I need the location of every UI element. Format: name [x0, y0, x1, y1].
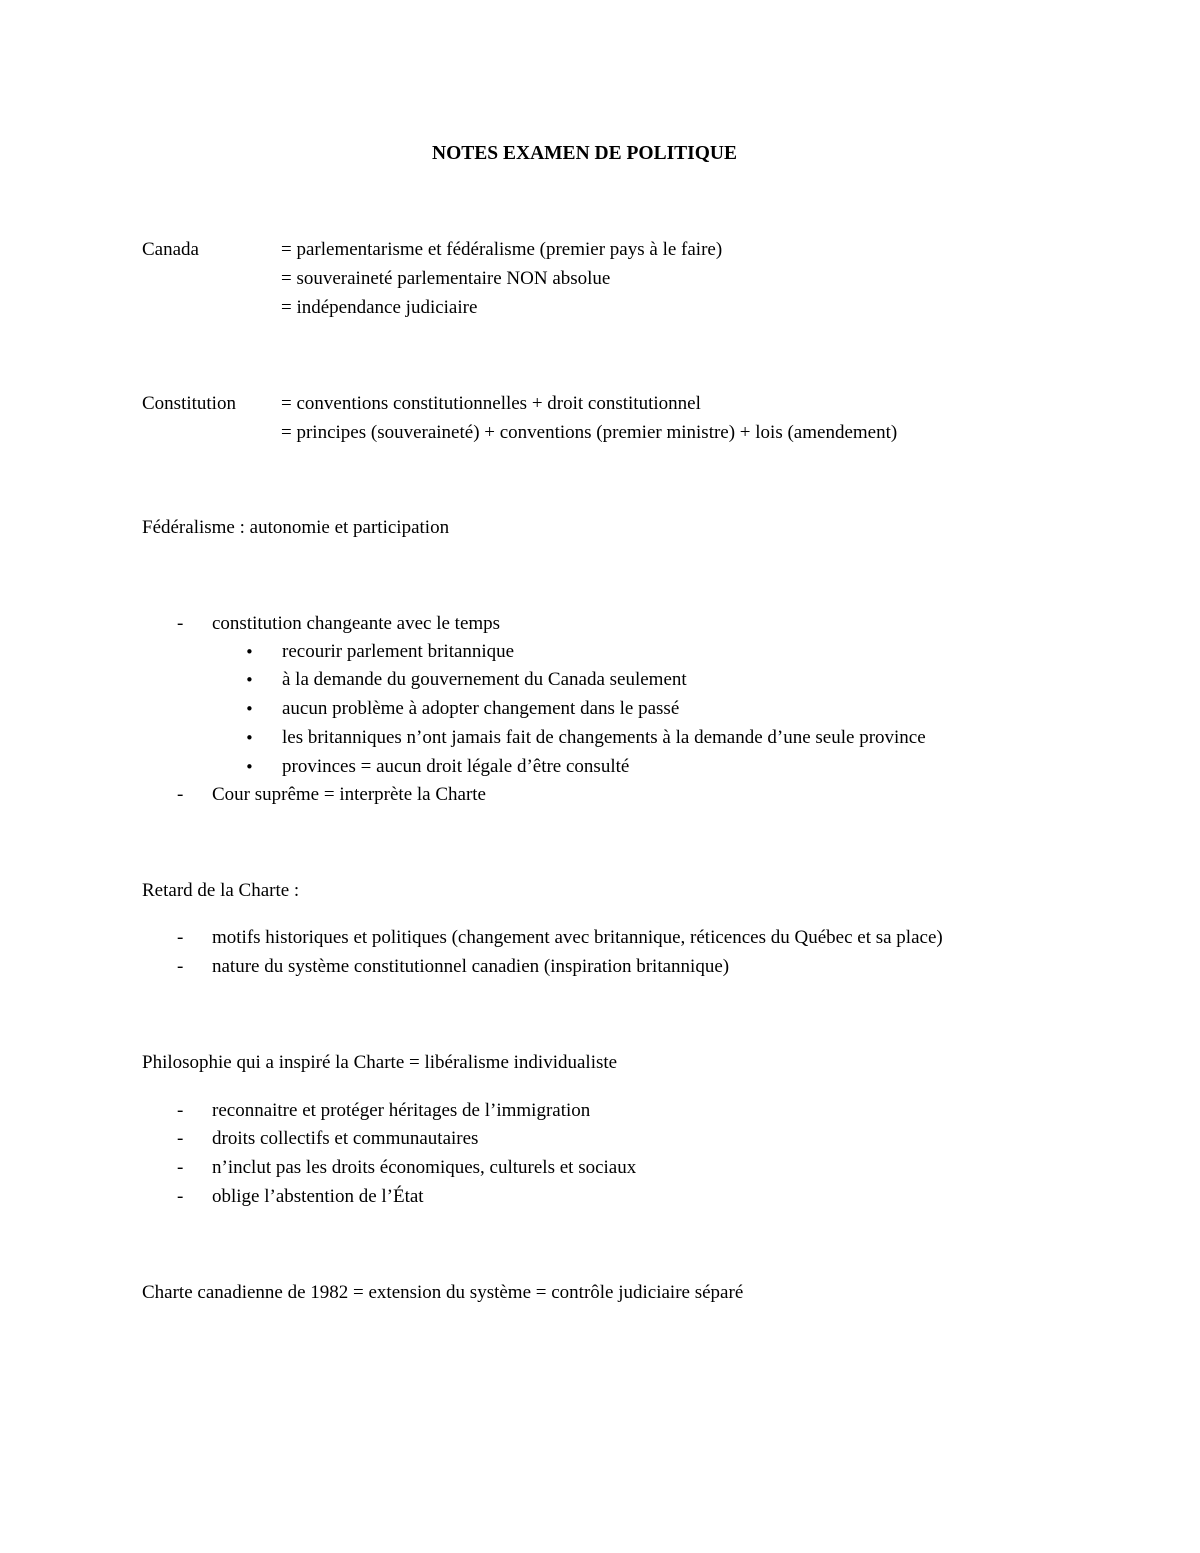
constitution-line: = conventions constitutionnelles + droit constitutionnel [281, 393, 701, 414]
list-item: oblige l’abstention de l’État [212, 1186, 424, 1207]
list-item: n’inclut pas les droits économiques, culturels et sociaux [212, 1157, 637, 1178]
canada-term: Canada [142, 239, 199, 260]
list-item: motifs historiques et politiques (changement avec britannique, réticences du Québec et sa place) [212, 927, 943, 948]
list-item: constitution changeante avec le temps [212, 613, 501, 634]
list-item: Cour suprême = interprète la Charte [212, 784, 486, 805]
charte-line: Charte canadienne de 1982 = extension du système = contrôle judiciaire séparé [142, 1282, 744, 1303]
bullet-icon: • [245, 643, 254, 661]
sub-list-item: les britanniques n’ont jamais fait de changements à la demande d’une seule province [282, 727, 926, 748]
list-item: reconnaitre et protéger héritages de l’immigration [212, 1100, 591, 1121]
bullet-icon: • [245, 700, 254, 718]
list-item: nature du système constitutionnel canadien (inspiration britannique) [212, 956, 730, 977]
bullet-icon: • [245, 671, 254, 689]
list-dash: - [177, 1128, 184, 1149]
constitution-term: Constitution [142, 393, 236, 414]
list-dash: - [177, 927, 184, 948]
constitution-line: = principes (souveraineté) + conventions (premier ministre) + lois (amendement) [281, 422, 898, 443]
sub-list-item: à la demande du gouvernement du Canada seulement [282, 669, 687, 690]
list-dash: - [177, 784, 184, 805]
sub-list-item: provinces = aucun droit légale d’être consulté [282, 756, 630, 777]
bullet-icon: • [245, 758, 254, 776]
list-item: droits collectifs et communautaires [212, 1128, 479, 1149]
bullet-icon: • [245, 729, 254, 747]
document-title: NOTES EXAMEN DE POLITIQUE [432, 143, 738, 164]
canada-line: = parlementarisme et fédéralisme (premier pays à le faire) [281, 239, 723, 260]
list-dash: - [177, 1157, 184, 1178]
philosophie-heading: Philosophie qui a inspiré la Charte = libéralisme individualiste [142, 1052, 618, 1073]
list-dash: - [177, 1100, 184, 1121]
federalisme-heading: Fédéralisme : autonomie et participation [142, 517, 450, 538]
canada-line: = indépendance judiciaire [281, 297, 478, 318]
canada-line: = souveraineté parlementaire NON absolue [281, 268, 611, 289]
sub-list-item: recourir parlement britannique [282, 641, 515, 662]
list-dash: - [177, 613, 184, 634]
list-dash: - [177, 956, 184, 977]
list-dash: - [177, 1186, 184, 1207]
sub-list-item: aucun problème à adopter changement dans le passé [282, 698, 680, 719]
retard-heading: Retard de la Charte : [142, 880, 300, 901]
